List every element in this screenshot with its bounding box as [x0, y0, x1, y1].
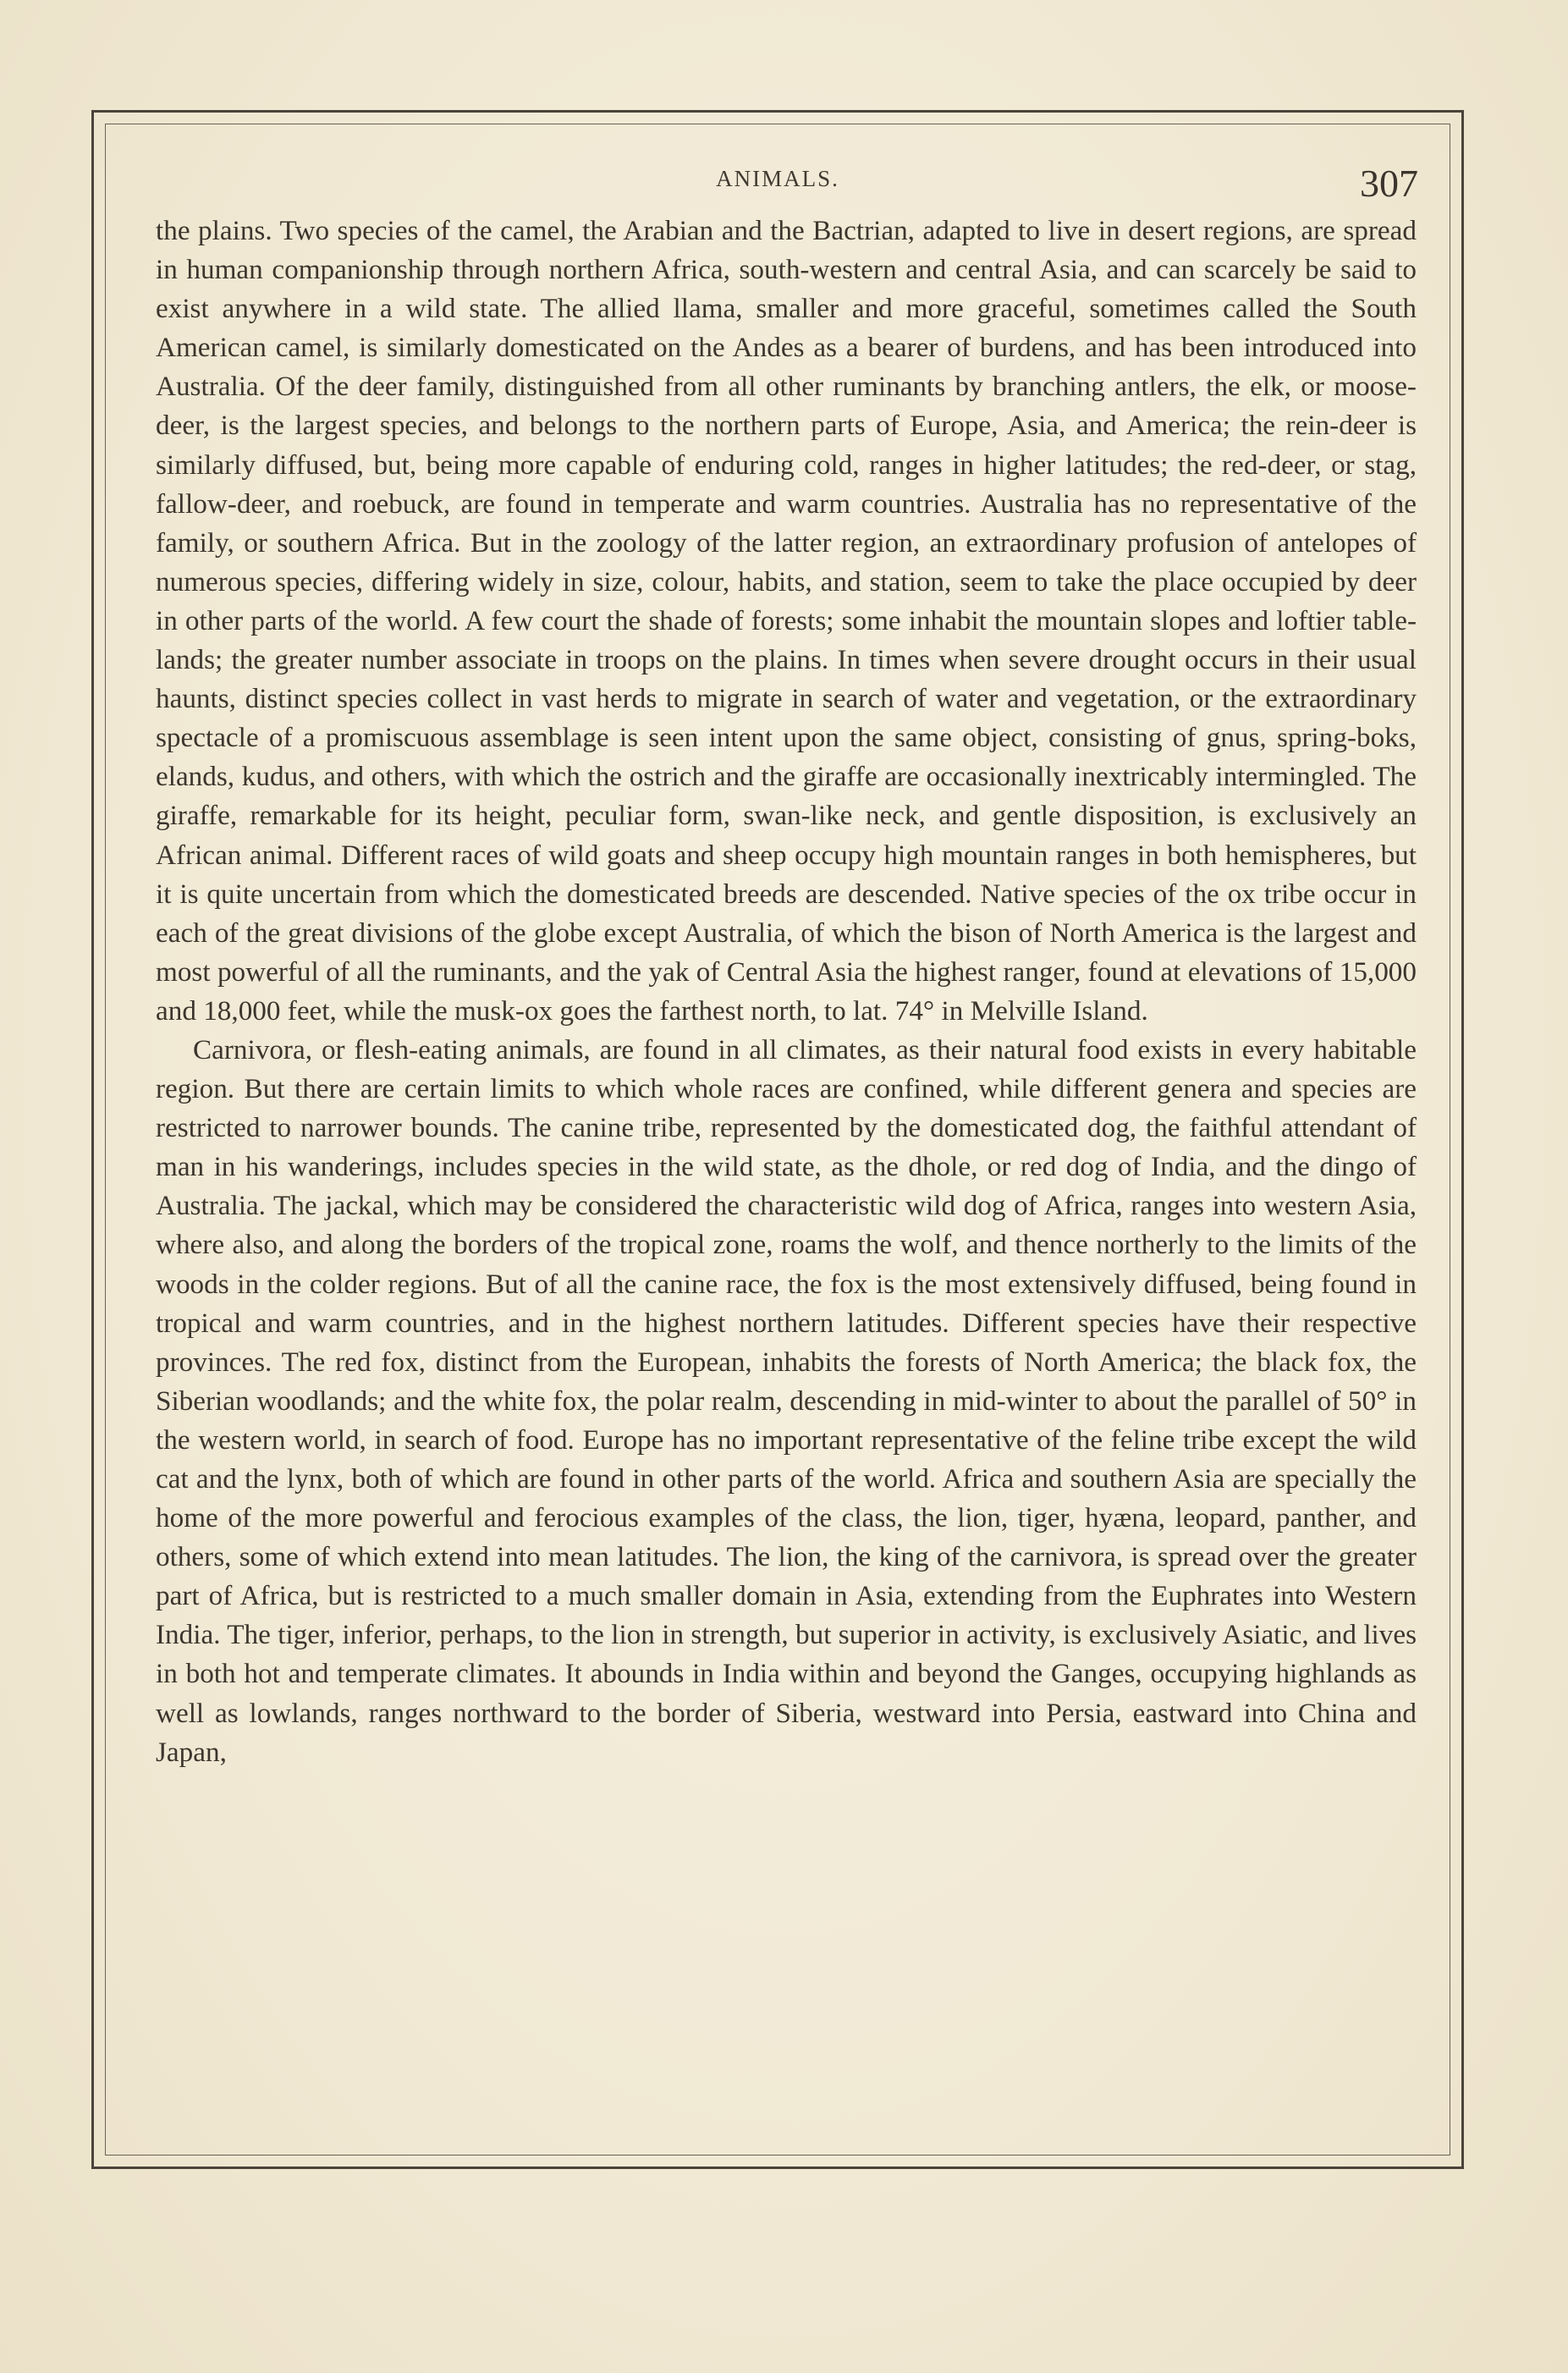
page-number: 307: [1360, 162, 1418, 205]
paragraph: the plains. Two species of the camel, the Arabian and the Bactrian, adapted to live in desert regions, are spread in human companionship through northern Africa, south-western and central Asia, and can scarcely be said to exist anywhere in a wild state. The allied llama, smaller and more graceful, sometimes called the South American camel, is similarly domesticated on the Andes as a bearer of burdens, and has been introduced into Australia. Of the deer family, distinguished from all other ruminants by branching antlers, the elk, or moose-deer, is the largest species, and belongs to the northern parts of Europe, Asia, and America; the rein-deer is similarly diffused, but, being more capable of enduring cold, ranges in higher latitudes; the red-deer, or stag, fallow-deer, and roebuck, are found in temperate and warm countries. Australia has no representative of the family, or southern Africa. But in the zoology of the latter region, an extraordinary profusion of antelopes of numerous species, differing widely in size, colour, habits, and station, seem to take the place occupied by deer in other parts of the world. A few court the shade of forests; some inhabit the mountain slopes and loftier table-lands; the greater number associate in troops on the plains. In times when severe drought occurs in their usual haunts, distinct species collect in vast herds to migrate in search of water and vegetation, or the extraordinary spectacle of a promiscuous assemblage is seen intent upon the same object, consisting of gnus, spring-boks, elands, kudus, and others, with which the ostrich and the giraffe are occasionally inextricably intermingled. The giraffe, remarkable for its height, peculiar form, swan-like neck, and gentle disposition, is exclusively an African animal. Different races of wild goats and sheep occupy high mountain ranges in both hemispheres, but it is quite uncertain from which the domesticated breeds are descended. Native species of the ox tribe occur in each of the great divisions of the globe except Australia, of which the bison of North America is the largest and most powerful of all the ruminants, and the yak of Central Asia the highest ranger, found at elevations of 15,000 and 18,000 feet, while the musk-ox goes the farthest north, to lat. 74° in Melville Island.: [156, 215, 1417, 1027]
body-text: [156, 212, 1417, 1772]
paragraph: Carnivora, or flesh-eating animals, are found in all climates, as their natural food exists in every habitable region. But there are certain limits to which whole races are confined, while different genera and species are restricted to narrower bounds. The canine tribe, represented by the domesticated dog, the faithful attendant of man in his wanderings, includes species in the wild state, as the dhole, or red dog of India, and the dingo of Australia. The jackal, which may be considered the characteristic wild dog of Africa, ranges into western Asia, where also, and along the borders of the tropical zone, roams the wolf, and thence northerly to the limits of the woods in the colder regions. But of all the canine race, the fox is the most extensively diffused, being found in tropical and warm countries, and in the highest northern latitudes. Different species have their respective provinces. The red fox, distinct from the European, inhabits the forests of North America; the black fox, the Siberian woodlands; and the white fox, the polar realm, descending in mid-winter to about the parallel of 50° in the western world, in search of food. Europe has no important representative of the feline tribe except the wild cat and the lynx, both of which are found in other parts of the world. Africa and southern Asia are specially the home of the more powerful and ferocious examples of the class, the lion, tiger, hyæna, leopard, panther, and others, some of which extend into mean latitudes. The lion, the king of the carnivora, is spread over the greater part of Africa, but is restricted to a much smaller domain in Asia, extending from the Euphrates into Western India. The tiger, inferior, perhaps, to the lion in strength, but superior in activity, is exclusively Asiatic, and lives in both hot and temperate climates. It abounds in India within and beyond the Ganges, occupying highlands as well as lowlands, ranges northward to the border of Siberia, westward into Persia, eastward into China and Japan,: [156, 1033, 1417, 1768]
page-header: [105, 161, 1450, 212]
running-head: ANIMALS.: [716, 166, 839, 191]
